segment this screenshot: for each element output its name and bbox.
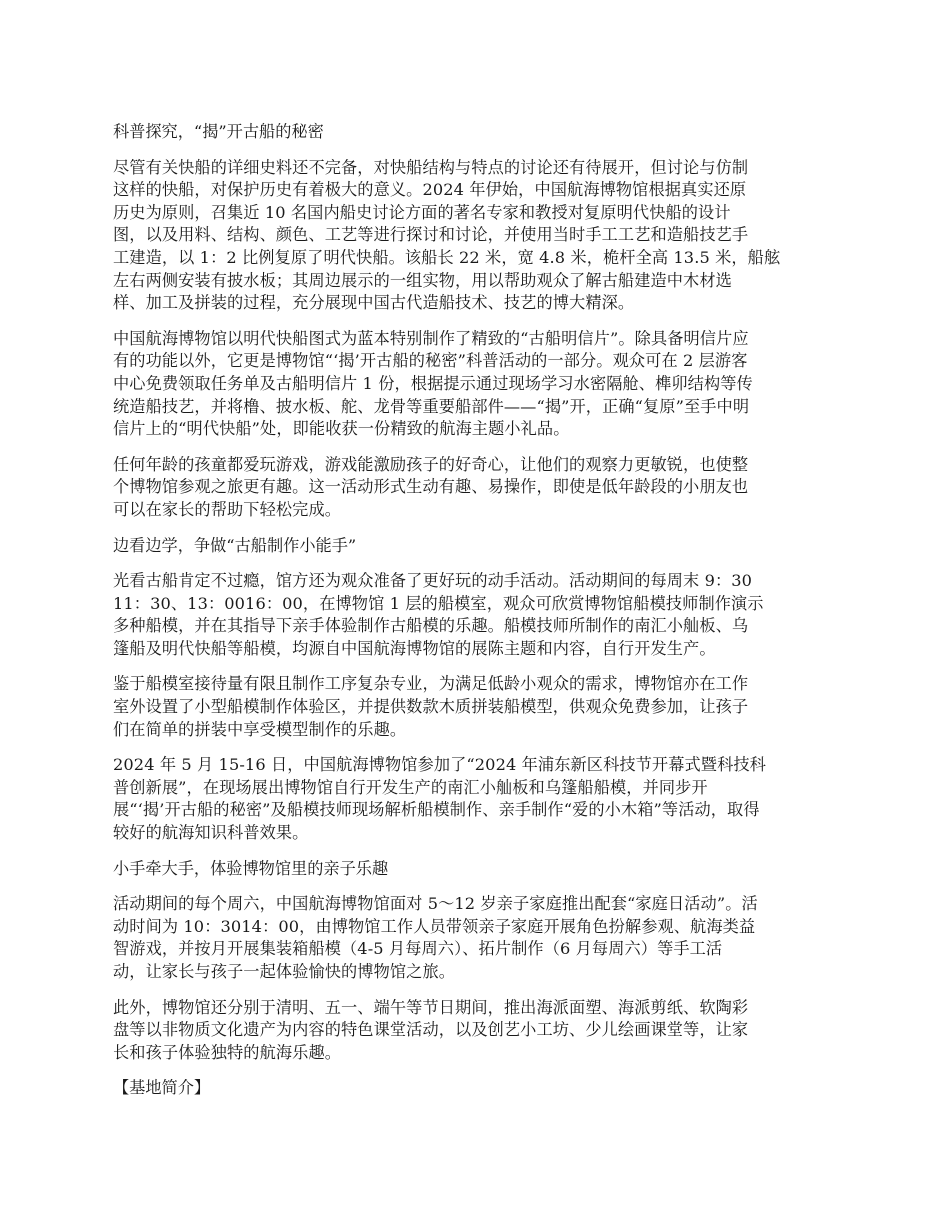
text-line: 边看边学，争做“古船制作小能手” xyxy=(113,535,357,555)
text-line: 可以在家长的帮助下轻松完成。 xyxy=(113,499,342,519)
text-line: 光看古船肯定不过瘾，馆方还为观众准备了更好玩的动手活动。活动期间的每周末 9：30 xyxy=(113,571,753,591)
text-line: 任何年龄的孩童都爱玩游戏，游戏能激励孩子的好奇心，让他们的观察力更敏锐，也使整 xyxy=(113,454,749,474)
text-line: 尽管有关快船的详细史料还不完备，对快船结构与特点的讨论还有待展开，但讨论与仿制 xyxy=(113,157,749,177)
text-line: 历史为原则，召集近 10 名国内船史讨论方面的著名专家和教授对复原明代快船的设计 xyxy=(113,202,731,222)
text-line: 有的功能以外，它更是博物馆“‘揭’开古船的秘密”科普活动的一部分。观众可在 2 层游客 xyxy=(113,351,748,371)
text-line: 中心免费领取任务单及古船明信片 1 份，根据提示通过现场学习水密隔舱、榫卯结构等传 xyxy=(113,373,753,393)
text-line: 动时间为 10：3014：00，由博物馆工作人员带领亲子家庭开展角色扮解参观、航海类益 xyxy=(113,916,756,936)
text-line: 长和孩子体验独特的航海乐趣。 xyxy=(113,1042,342,1062)
text-line: 鉴于船模室接待量有限且制作工序复杂专业，为满足低龄小观众的需求，博物馆亦在工作 xyxy=(113,674,749,694)
text-line: 多种船模，并在其指导下亲手体验制作古船模的乐趣。船模技师所制作的南汇小舢板、乌 xyxy=(113,616,749,636)
text-line: 小手牵大手，体验博物馆里的亲子乐趣 xyxy=(113,858,389,878)
section-heading-3 xyxy=(113,858,840,881)
paragraph-7 xyxy=(113,893,840,983)
text-line: 个博物馆参观之旅更有趣。这一活动形式生动有趣、易操作，即使是低年龄段的小朋友也 xyxy=(113,477,749,497)
paragraph-3 xyxy=(113,454,840,522)
text-line: 此外，博物馆还分别于清明、五一、端午等节日期间，推出海派面塑、海派剪纸、软陶彩 xyxy=(113,997,749,1017)
text-line: 较好的航海知识科普效果。 xyxy=(113,823,309,843)
text-line: 展“‘揭’开古船的秘密”及船模技师现场解析船模制作、亲手制作“爱的小木箱”等活动，取得 xyxy=(113,800,760,820)
text-line: 样、加工及拼装的过程，充分展现中国古代造船技术、技艺的博大精深。 xyxy=(113,293,635,313)
text-line: 篷船及明代快船等船模，均源自中国航海博物馆的展陈主题和内容，自行开发生产。 xyxy=(113,638,716,658)
paragraph-5 xyxy=(113,673,840,741)
text-line: 科普探究，“揭”开古船的秘密 xyxy=(113,122,324,141)
text-line: 动，让家长与孩子一起体验愉快的博物馆之旅。 xyxy=(113,962,456,981)
text-line: 统造船技艺，并将橹、披水板、舵、龙骨等重要船部件——“揭”开，正确“复原”至手中明 xyxy=(113,396,750,416)
text-line: 这样的快船，对保护历史有着极大的意义。2024 年伊始，中国航海博物馆根据真实还原 xyxy=(113,180,747,200)
text-line: 2024 年 5 月 15-16 日，中国航海博物馆参加了“2024 年浦东新区科技节开幕式暨科技科 xyxy=(113,755,766,775)
text-line: 中国航海博物馆以明代快船图式为蓝本特别制作了精致的“古船明信片”。除具备明信片应 xyxy=(113,328,749,348)
section-heading-1 xyxy=(113,121,840,144)
text-line: 图，以及用料、结构、颜色、工艺等进行探讨和讨论，并使用当时手工工艺和造船技艺手 xyxy=(113,225,749,245)
text-line: 盘等以非物质文化遗产为内容的特色课堂活动，以及创艺小工坊、少儿绘画课堂等，让家 xyxy=(113,1020,749,1040)
section-heading-2 xyxy=(113,535,840,558)
text-line: 11：30、13：0016：00，在博物馆 1 层的船模室，观众可欣赏博物馆船模技师制作演示 xyxy=(113,593,764,613)
text-line: 活动期间的每个周六，中国航海博物馆面对 5～12 岁亲子家庭推出配套“家庭日活动”。活 xyxy=(113,894,758,914)
section-heading-4 xyxy=(113,1077,840,1100)
text-line: 左右两侧安装有披水板；其周边展示的一组实物，用以帮助观众了解古船建造中木材选 xyxy=(113,270,732,290)
text-line: 室外设置了小型船模制作体验区，并提供数款木质拼装船模型，供观众免费参加，让孩子 xyxy=(113,697,749,717)
document-page xyxy=(113,121,840,1113)
paragraph-8 xyxy=(113,997,840,1065)
text-line: 普创新展”，在现场展出博物馆自行开发生产的南汇小舢板和乌篷船船模，并同步开 xyxy=(113,777,708,797)
paragraph-4 xyxy=(113,570,840,660)
text-line: 工建造，以 1：2 比例复原了明代快船。该船长 22 米，宽 4.8 米，桅杆全高 13.5 米，船舷 xyxy=(113,247,781,267)
paragraph-2 xyxy=(113,328,840,441)
text-line: 信片上的“明代快船”处，即能收获一份精致的航海主题小礼品。 xyxy=(113,419,570,439)
paragraph-1 xyxy=(113,157,840,315)
paragraph-6 xyxy=(113,754,840,844)
text-line: 智游戏，并按月开展集装箱船模（4-5 月每周六）、拓片制作（6 月每周六）等手工活 xyxy=(113,939,723,959)
text-line: 【基地简介】 xyxy=(113,1078,211,1098)
text-line: 们在简单的拼装中享受模型制作的乐趣。 xyxy=(113,719,407,739)
